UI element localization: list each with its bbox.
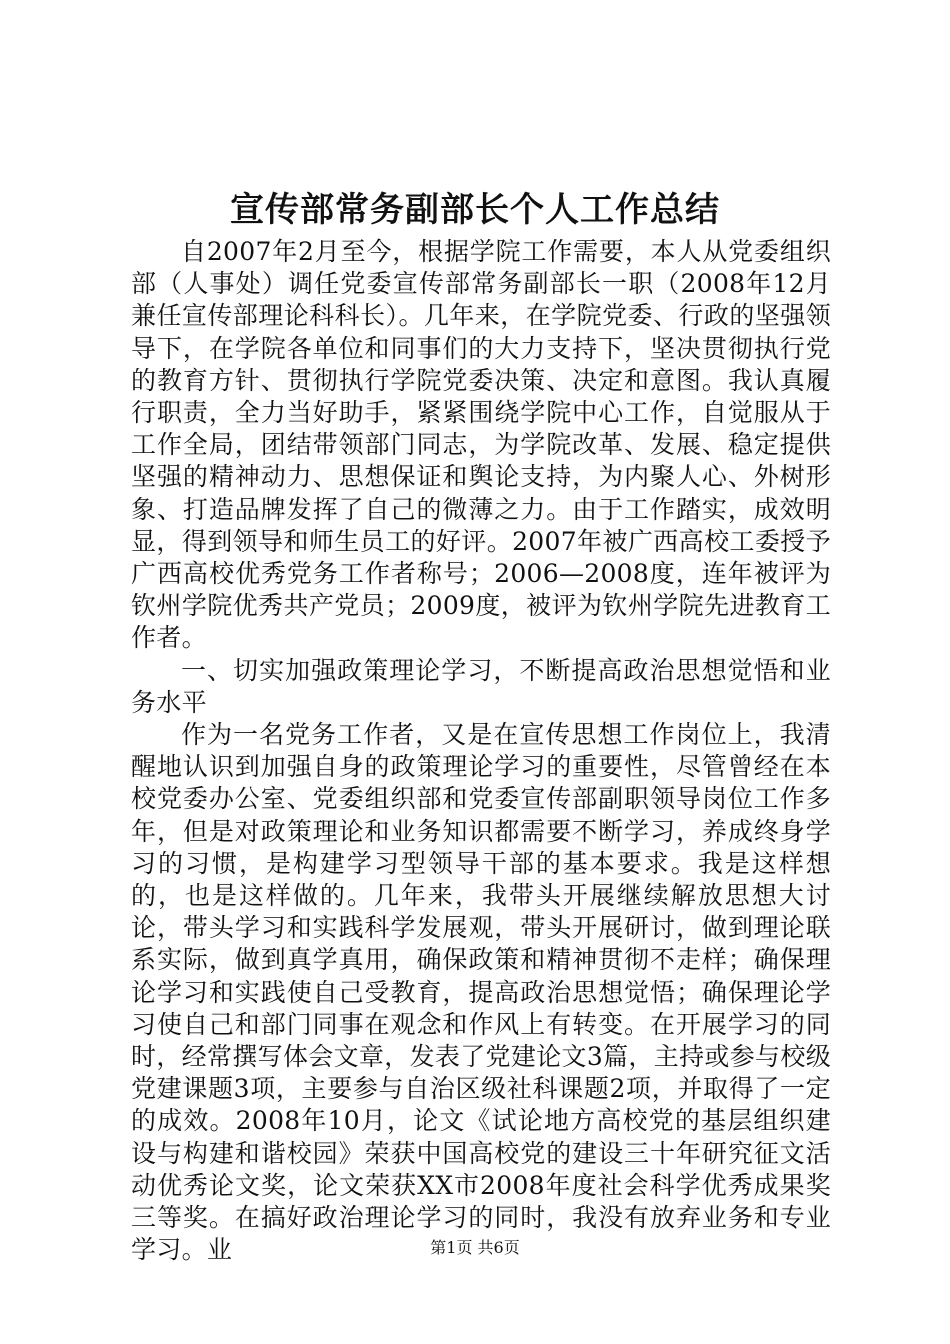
page-number: 第1页 共6页 <box>430 1238 520 1257</box>
document-body <box>131 236 831 1267</box>
section-heading-1: 一、切实加强政策理论学习，不断提高政治思想觉悟和业务水平 <box>131 655 831 717</box>
paragraph-intro: 自2007年2月至今，根据学院工作需要，本人从党委组织部（人事处）调任党委宣传部常务副部长一职（2008年12月兼任宣传部理论科科长）。几年来，在学院党委、行政的坚强领导下，在学院各单位和同事们的大力支持下，坚决贯彻执行党的教育方针、贯彻执行学院党委决策、决定和意图。我认真履行职责，全力当好助手，紧紧围绕学院中心工作，自觉服从于工作全局，团结带领部门同志，为学院改革、发展、稳定提供坚强的精神动力、思想保证和舆论支持，为内聚人心、外树形象、打造品牌发挥了自己的微薄之力。由于工作踏实，成效明显，得到领导和师生员工的好评。2007年被广西高校工委授予广西高校优秀党务工作者称号；2006—2008度，连年被评为钦州学院优秀共产党员；2009度，被评为钦州学院先进教育工作者。 <box>131 237 831 653</box>
paragraph-section-1: 作为一名党务工作者，又是在宣传思想工作岗位上，我清醒地认识到加强自身的政策理论学习的重要性，尽管曾经在本校党委办公室、党委组织部和党委宣传部副职领导岗位工作多年，但是对政策理论和业务知识都需要不断学习，养成终身学习的习惯，是构建学习型领导干部的基本要求。我是这样想的，也是这样做的。几年来，我带头开展继续解放思想大讨论，带头学习和实践科学发展观，带头开展研讨，做到理论联系实际，做到真学真用，确保政策和精神贯彻不走样；确保理论学习和实践使自己受教育，提高政治思想觉悟；确保理论学习使自己和部门同事在观念和作风上有转变。在开展学习的同时，经常撰写体会文章，发表了党建论文3篇，主持或参与校级党建课题3项，主要参与自治区级社科课题2项，并取得了一定的成效。2008年10月，论文《试论地方高校党的基层组织建设与构建和谐校园》荣获中国高校党的建设三十年研究征文活动优秀论文奖，论文荣获XX市2008年度社会科学优秀成果奖三等奖。在搞好政治理论学习的同时，我没有放弃业务和专业学习。业 <box>131 720 831 1265</box>
page-title: 宣传部常务副部长个人工作总结 <box>230 190 720 230</box>
